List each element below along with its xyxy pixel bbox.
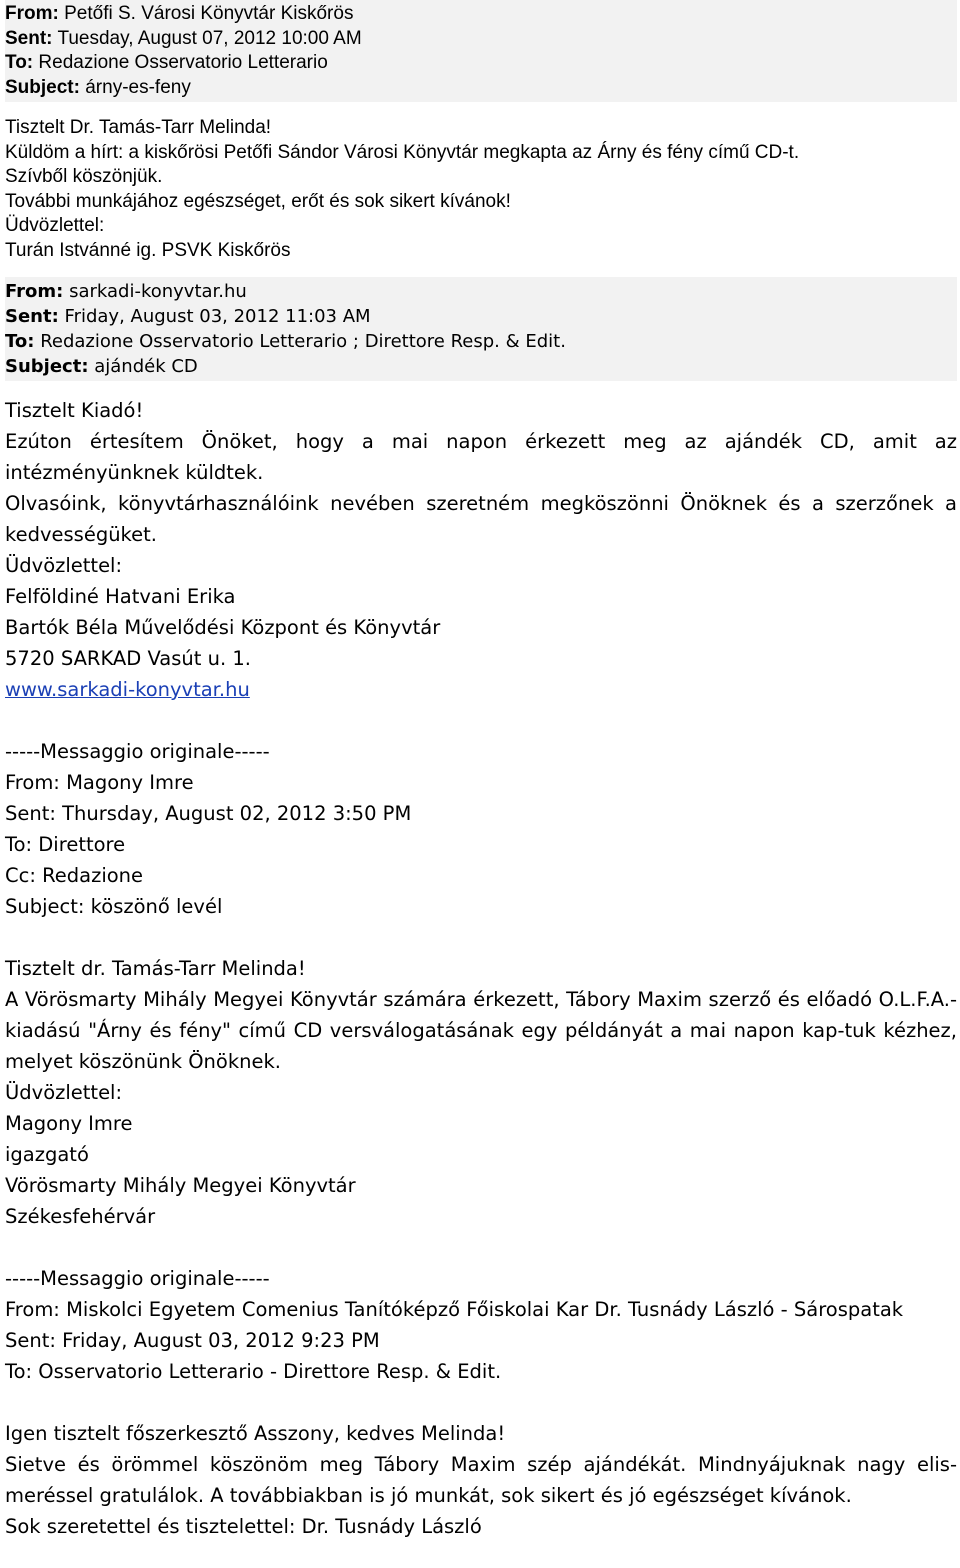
email2-signature-line: Üdvözlettel: bbox=[5, 554, 123, 577]
email4-from: From: Miskolci Egyetem Comenius Tanítóképző Főiskolai Kar Dr. Tusnády László - Sárospatak bbox=[5, 1298, 904, 1321]
email3-signature-line: Magony Imre bbox=[5, 1112, 133, 1135]
email2-header bbox=[5, 277, 957, 381]
email3-separator: -----Messaggio originale----- bbox=[5, 740, 270, 763]
email3-signature-line: Vörösmarty Mihály Megyei Könyvtár bbox=[5, 1174, 356, 1197]
email1-line: Turán Istvánné ig. PSVK Kiskőrös bbox=[5, 239, 291, 261]
email1-sent: Tuesday, August 07, 2012 10:00 AM bbox=[57, 27, 362, 49]
email2-paragraph: Olvasóink, könyvtárhasználóink nevében szeretném megköszönni Önöknek és a szerzőnek a kedvességüket. bbox=[5, 492, 957, 546]
email1-subject-row: Subject: árny-es-feny bbox=[5, 76, 191, 98]
email1-line: Üdvözlettel: bbox=[5, 215, 105, 236]
email1-from: Petőfi S. Városi Könyvtár Kiskőrös bbox=[64, 3, 354, 24]
email1-line: Szívből köszönjük. bbox=[5, 166, 163, 187]
email1-line: Tisztelt Dr. Tamás-Tarr Melinda! bbox=[5, 117, 272, 138]
email1-to: Redazione Osservatorio Letterario bbox=[38, 52, 328, 73]
email2-from: sarkadi-konyvtar.hu bbox=[69, 281, 247, 302]
email2-from-row: From: sarkadi-konyvtar.hu bbox=[5, 281, 247, 302]
email1-from-row: From: Petőfi S. Városi Könyvtár Kiskőrös bbox=[5, 3, 354, 24]
email3-greeting: Tisztelt dr. Tamás-Tarr Melinda! bbox=[5, 957, 306, 980]
email2-subject: ajándék CD bbox=[94, 356, 198, 377]
email4-separator: -----Messaggio originale----- bbox=[5, 1267, 270, 1290]
email2-signature-line: Bartók Béla Művelődési Központ és Könyvtár bbox=[5, 616, 441, 639]
email3-paragraph: A Vörösmarty Mihály Megyei Könyvtár számára érkezett, Tábory Maxim szerző és előadó O.L.F.A.-kiadású "Árny és fény" című CD versválogatásának egy példányát a mai napon kap-tuk kézhez, melyet köszönünk Önöknek. bbox=[5, 988, 957, 1073]
email2-paragraph: Ezúton értesítem Önöket, hogy a mai napon érkezett meg az ajándék CD, amit az intézményünknek küldtek. bbox=[5, 430, 957, 484]
email4-paragraph: Sietve és örömmel köszönöm meg Tábory Maxim szép ajándékát. Mindnyájuknak nagy elis-meréssel gratulálok. A továbbiakban is jó munkát, sok sikert és jó egészséget kívánok. bbox=[5, 1453, 957, 1507]
email1-line: További munkájához egészséget, erőt és sok sikert kívánok! bbox=[5, 190, 511, 212]
website-link[interactable]: www.sarkadi-konyvtar.hu bbox=[5, 678, 250, 701]
email2-to-row: To: Redazione Osservatorio Letterario ; Direttore Resp. & Edit. bbox=[5, 331, 566, 352]
email3-signature-line: igazgató bbox=[5, 1143, 89, 1166]
email2-body bbox=[5, 395, 957, 705]
email3-from: From: Magony Imre bbox=[5, 771, 194, 794]
email2-sent: Friday, August 03, 2012 11:03 AM bbox=[64, 306, 371, 327]
email3-signature-line: Székesfehérvár bbox=[5, 1205, 156, 1228]
email3-cc: Cc: Redazione bbox=[5, 864, 144, 887]
email4-closing: Sok szeretettel és tisztelettel: Dr. Tusnády László bbox=[5, 1515, 482, 1538]
email3-sent: Sent: Thursday, August 02, 2012 3:50 PM bbox=[5, 802, 412, 825]
email1-header bbox=[5, 0, 957, 102]
email-document bbox=[5, 0, 957, 1542]
email4-to: To: Osservatorio Letterario - Direttore Resp. & Edit. bbox=[5, 1360, 502, 1383]
email2-signature-line: Felföldiné Hatvani Erika bbox=[5, 585, 236, 608]
email3 bbox=[5, 736, 957, 1232]
email3-to: To: Direttore bbox=[5, 833, 126, 856]
email1-line: Küldöm a hírt: a kiskőrösi Petőfi Sándor Városi Könyvtár megkapta az Árny és fény című CD-t. bbox=[5, 141, 800, 163]
email1-body bbox=[5, 116, 957, 263]
email1-sent-row: Sent: Tuesday, August 07, 2012 10:00 AM bbox=[5, 27, 362, 49]
email4-sent: Sent: Friday, August 03, 2012 9:23 PM bbox=[5, 1329, 380, 1352]
email3-signature-line: Üdvözlettel: bbox=[5, 1081, 123, 1104]
email1-subject: árny-es-feny bbox=[85, 76, 191, 98]
email2-sent-row: Sent: Friday, August 03, 2012 11:03 AM bbox=[5, 306, 371, 327]
email2-greeting: Tisztelt Kiadó! bbox=[5, 399, 144, 422]
email1-to-row: To: Redazione Osservatorio Letterario bbox=[5, 52, 328, 73]
email4-greeting: Igen tisztelt főszerkesztő Asszony, kedves Melinda! bbox=[5, 1422, 506, 1445]
email2-subject-row: Subject: ajándék CD bbox=[5, 356, 198, 377]
email3-subject: Subject: köszönő levél bbox=[5, 895, 223, 918]
email2-to: Redazione Osservatorio Letterario ; Direttore Resp. & Edit. bbox=[40, 331, 566, 352]
email4 bbox=[5, 1263, 957, 1542]
email2-signature-line: 5720 SARKAD Vasút u. 1. bbox=[5, 647, 251, 670]
